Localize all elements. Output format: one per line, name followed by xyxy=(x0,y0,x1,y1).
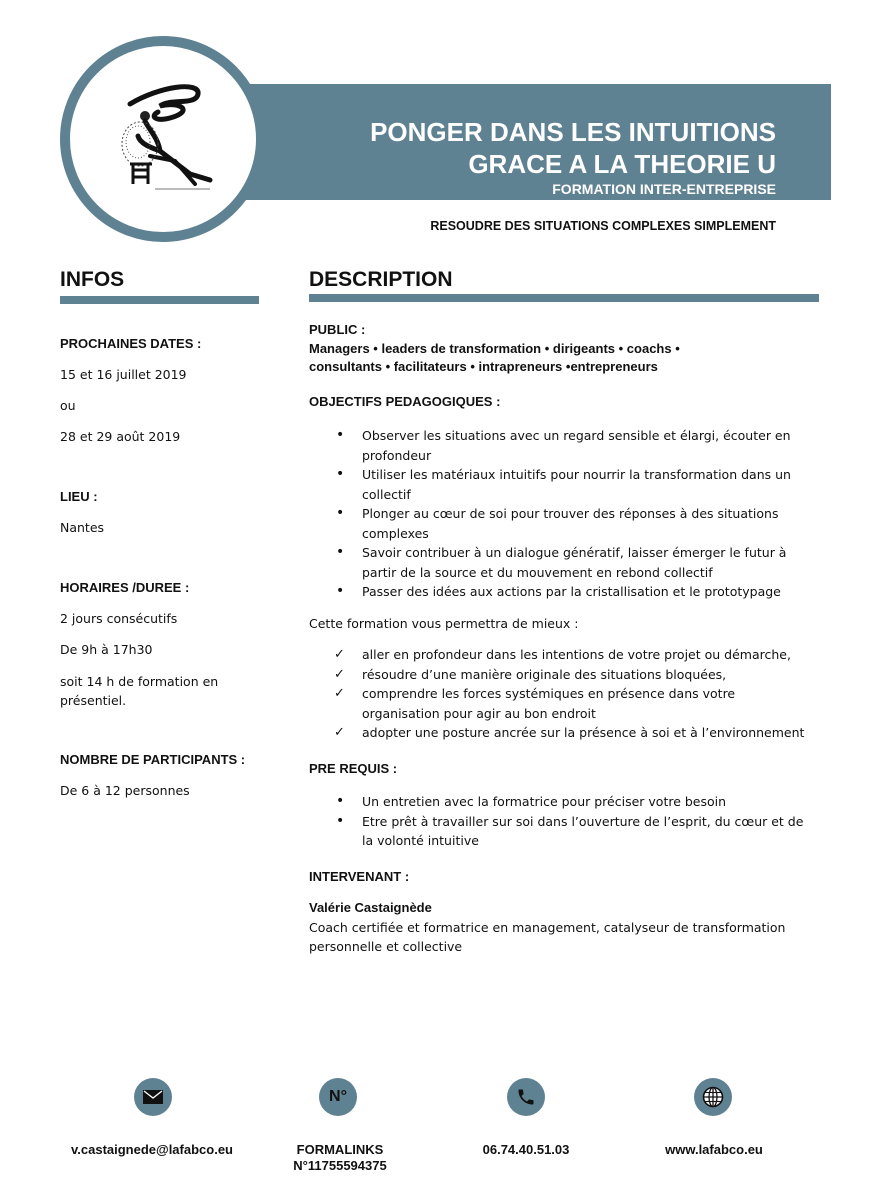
description-heading-bar xyxy=(309,294,819,302)
horaires-hours: De 9h à 17h30 xyxy=(60,642,153,657)
list-item: ✓ comprendre les forces systémiques en présence dans votre organisation pour agir au bon endroit xyxy=(334,684,809,723)
date-2: 28 et 29 août 2019 xyxy=(60,429,181,444)
list-item: • Observer les situations avec un regard sensible et élargi, écouter en profondeur xyxy=(334,426,809,465)
infos-heading: INFOS xyxy=(60,268,125,291)
footer-phone: 06.74.40.51.03 xyxy=(482,1142,570,1157)
public-line-2: consultants • facilitateurs • intrapreneurs •entrepreneurs xyxy=(309,358,658,374)
list-item: • Etre prêt à travailler sur soi dans l’ouverture de l’esprit, du cœur et de la volonté intuitive xyxy=(334,812,809,851)
footer-email: v.castaignede@lafabco.eu xyxy=(71,1142,233,1157)
public-label: PUBLIC : xyxy=(309,322,366,337)
title-line-2: GRACE A LA THEORIE U xyxy=(468,149,776,179)
horaires-label: HORAIRES /DUREE : xyxy=(60,580,190,595)
prerequis-label: PRE REQUIS : xyxy=(309,760,398,776)
objectifs-label: OBJECTIFS PEDAGOGIQUES : xyxy=(309,393,501,409)
number-icon: N° xyxy=(319,1078,357,1116)
logo-figure-icon xyxy=(100,76,226,202)
list-item: • Un entretien avec la formatrice pour préciser votre besoin xyxy=(334,792,809,812)
list-item: • Savoir contribuer à un dialogue génératif, laisser émerger le futur à partir de la source et du mouvement en rebond collectif xyxy=(334,543,809,582)
list-item: ✓ aller en profondeur dans les intentions de votre projet ou démarche, xyxy=(334,645,809,665)
list-item: • Passer des idées aux actions par la cristallisation et le prototypage xyxy=(334,582,809,602)
globe-icon xyxy=(694,1078,732,1116)
public-line-1: Managers • leaders de transformation • dirigeants • coachs • xyxy=(309,340,680,356)
date-1: 15 et 16 juillet 2019 xyxy=(60,367,187,382)
formalinks-label: FORMALINKS xyxy=(296,1142,384,1157)
objectifs-list xyxy=(334,426,809,602)
lieu-value: Nantes xyxy=(60,520,105,535)
footer-formalinks xyxy=(250,1142,430,1174)
list-item: ✓ résoudre d’une manière originale des situations bloquées, xyxy=(334,665,809,685)
phone-icon xyxy=(507,1078,545,1116)
list-item: ✓ adopter une posture ancrée sur la présence à soi et à l’environnement xyxy=(334,723,809,743)
intervenant-name: Valérie Castaignède xyxy=(309,900,432,915)
list-item: • Utiliser les matériaux intuitifs pour nourrir la transformation dans un collectif xyxy=(334,465,809,504)
infos-heading-bar xyxy=(60,296,259,304)
participants-value: De 6 à 12 personnes xyxy=(60,783,190,798)
footer-website: www.lafabco.eu xyxy=(665,1142,763,1157)
description-column xyxy=(309,320,809,957)
dates-label: PROCHAINES DATES : xyxy=(60,336,202,351)
page-title xyxy=(370,116,776,180)
lieu-label: LIEU : xyxy=(60,489,98,504)
tagline: RESOUDRE DES SITUATIONS COMPLEXES SIMPLEMENT xyxy=(430,219,776,233)
envelope-icon xyxy=(134,1078,172,1116)
horaires-total: soit 14 h de formation en présentiel. xyxy=(60,674,219,708)
permettra-intro: Cette formation vous permettra de mieux : xyxy=(309,615,579,631)
horaires-days: 2 jours consécutifs xyxy=(60,611,178,626)
mieux-list xyxy=(334,645,809,743)
page-subtitle: FORMATION INTER-ENTREPRISE xyxy=(552,181,776,197)
description-heading: DESCRIPTION xyxy=(309,268,453,291)
title-line-1: PONGER DANS LES INTUITIONS xyxy=(370,117,776,147)
intervenant-bio: Coach certifiée et formatrice en management, catalyseur de transformation personnelle et collective xyxy=(309,919,786,954)
logo-circle xyxy=(60,36,266,242)
formalinks-number: N°11755594375 xyxy=(293,1158,387,1173)
participants-label: NOMBRE DE PARTICIPANTS : xyxy=(60,752,246,767)
prerequis-list xyxy=(334,792,809,851)
date-or: ou xyxy=(60,398,76,413)
intervenant-label: INTERVENANT : xyxy=(309,868,410,884)
list-item: • Plonger au cœur de soi pour trouver des réponses à des situations complexes xyxy=(334,504,809,543)
